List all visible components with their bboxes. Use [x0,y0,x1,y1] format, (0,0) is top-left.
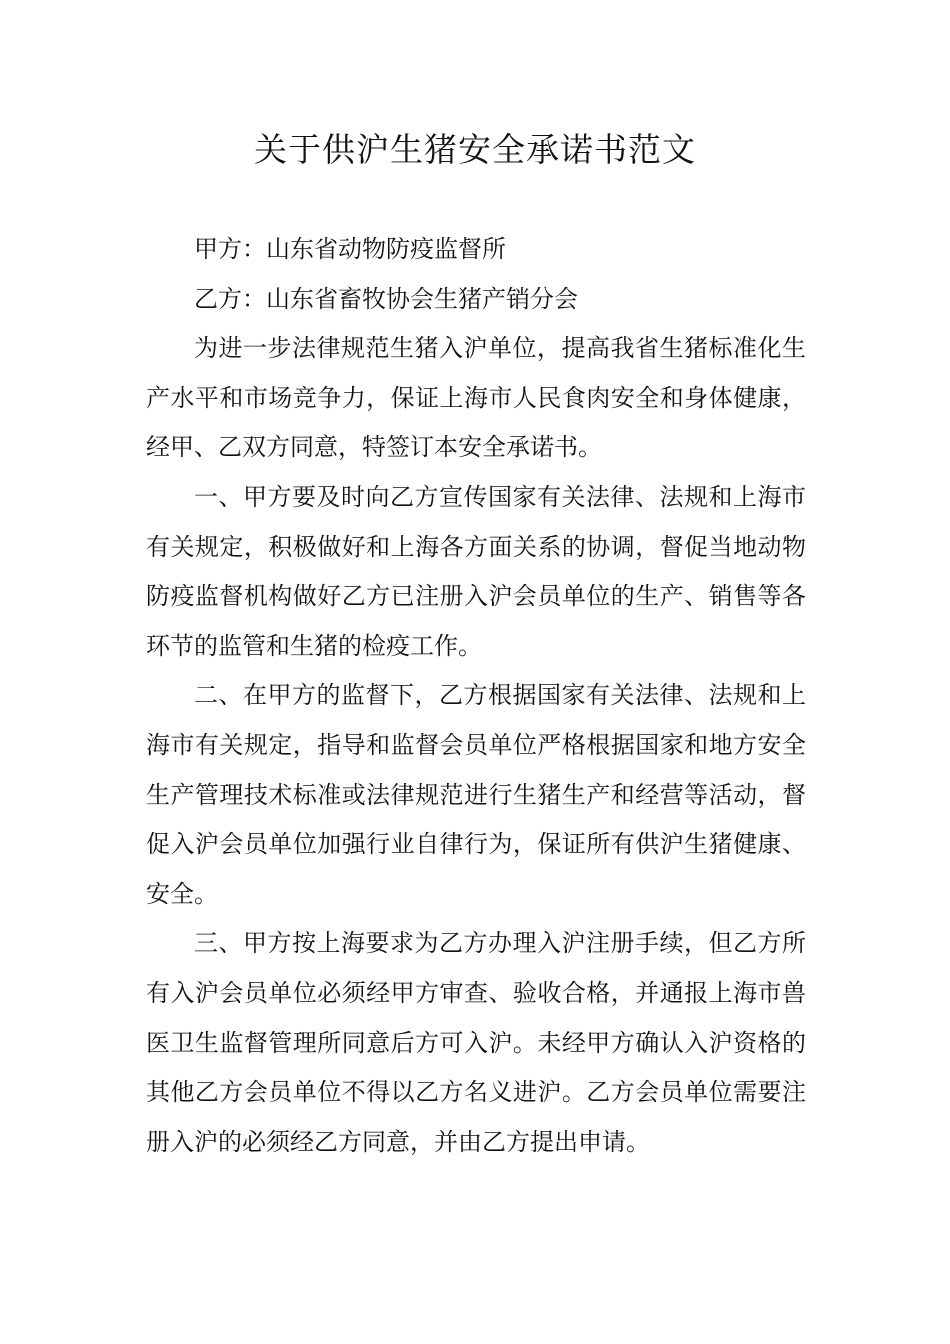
document-body [146,225,806,1167]
clause-one-paragraph: 一、甲方要及时向乙方宣传国家有关法律、法规和上海市有关规定，积极做好和上海各方面关系的协调，督促当地动物防疫监督机构做好乙方已注册入沪会员单位的生产、销售等各环节的监管和生猪的检疫工作。 [146,482,806,660]
intro-paragraph: 为进一步法律规范生猪入沪单位，提高我省生猪标准化生产水平和市场竞争力，保证上海市人民食肉安全和身体健康，经甲、乙双方同意，特签订本安全承诺书。 [146,334,806,462]
document-title: 关于供沪生猪安全承诺书范文 [254,130,696,169]
clause-two-paragraph: 二、在甲方的监督下，乙方根据国家有关法律、法规和上海市有关规定，指导和监督会员单位严格根据国家和地方安全生产管理技术标准或法律规范进行生猪生产和经营等活动，督促入沪会员单位加强行业自律行为，保证所有供沪生猪健康、安全。 [146,681,806,908]
party-a-line: 甲方：山东省动物防疫监督所 [194,235,506,263]
party-b-line: 乙方：山东省畜牧协会生猪产销分会 [194,284,578,313]
clause-three-paragraph: 三、甲方按上海要求为乙方办理入沪注册手续，但乙方所有入沪会员单位必须经甲方审查、验收合格，并通报上海市兽医卫生监督管理所同意后方可入沪。未经甲方确认入沪资格的其他乙方会员单位不得以乙方名义进沪。乙方会员单位需要注册入沪的必须经乙方同意，并由乙方提出申请。 [146,929,806,1156]
